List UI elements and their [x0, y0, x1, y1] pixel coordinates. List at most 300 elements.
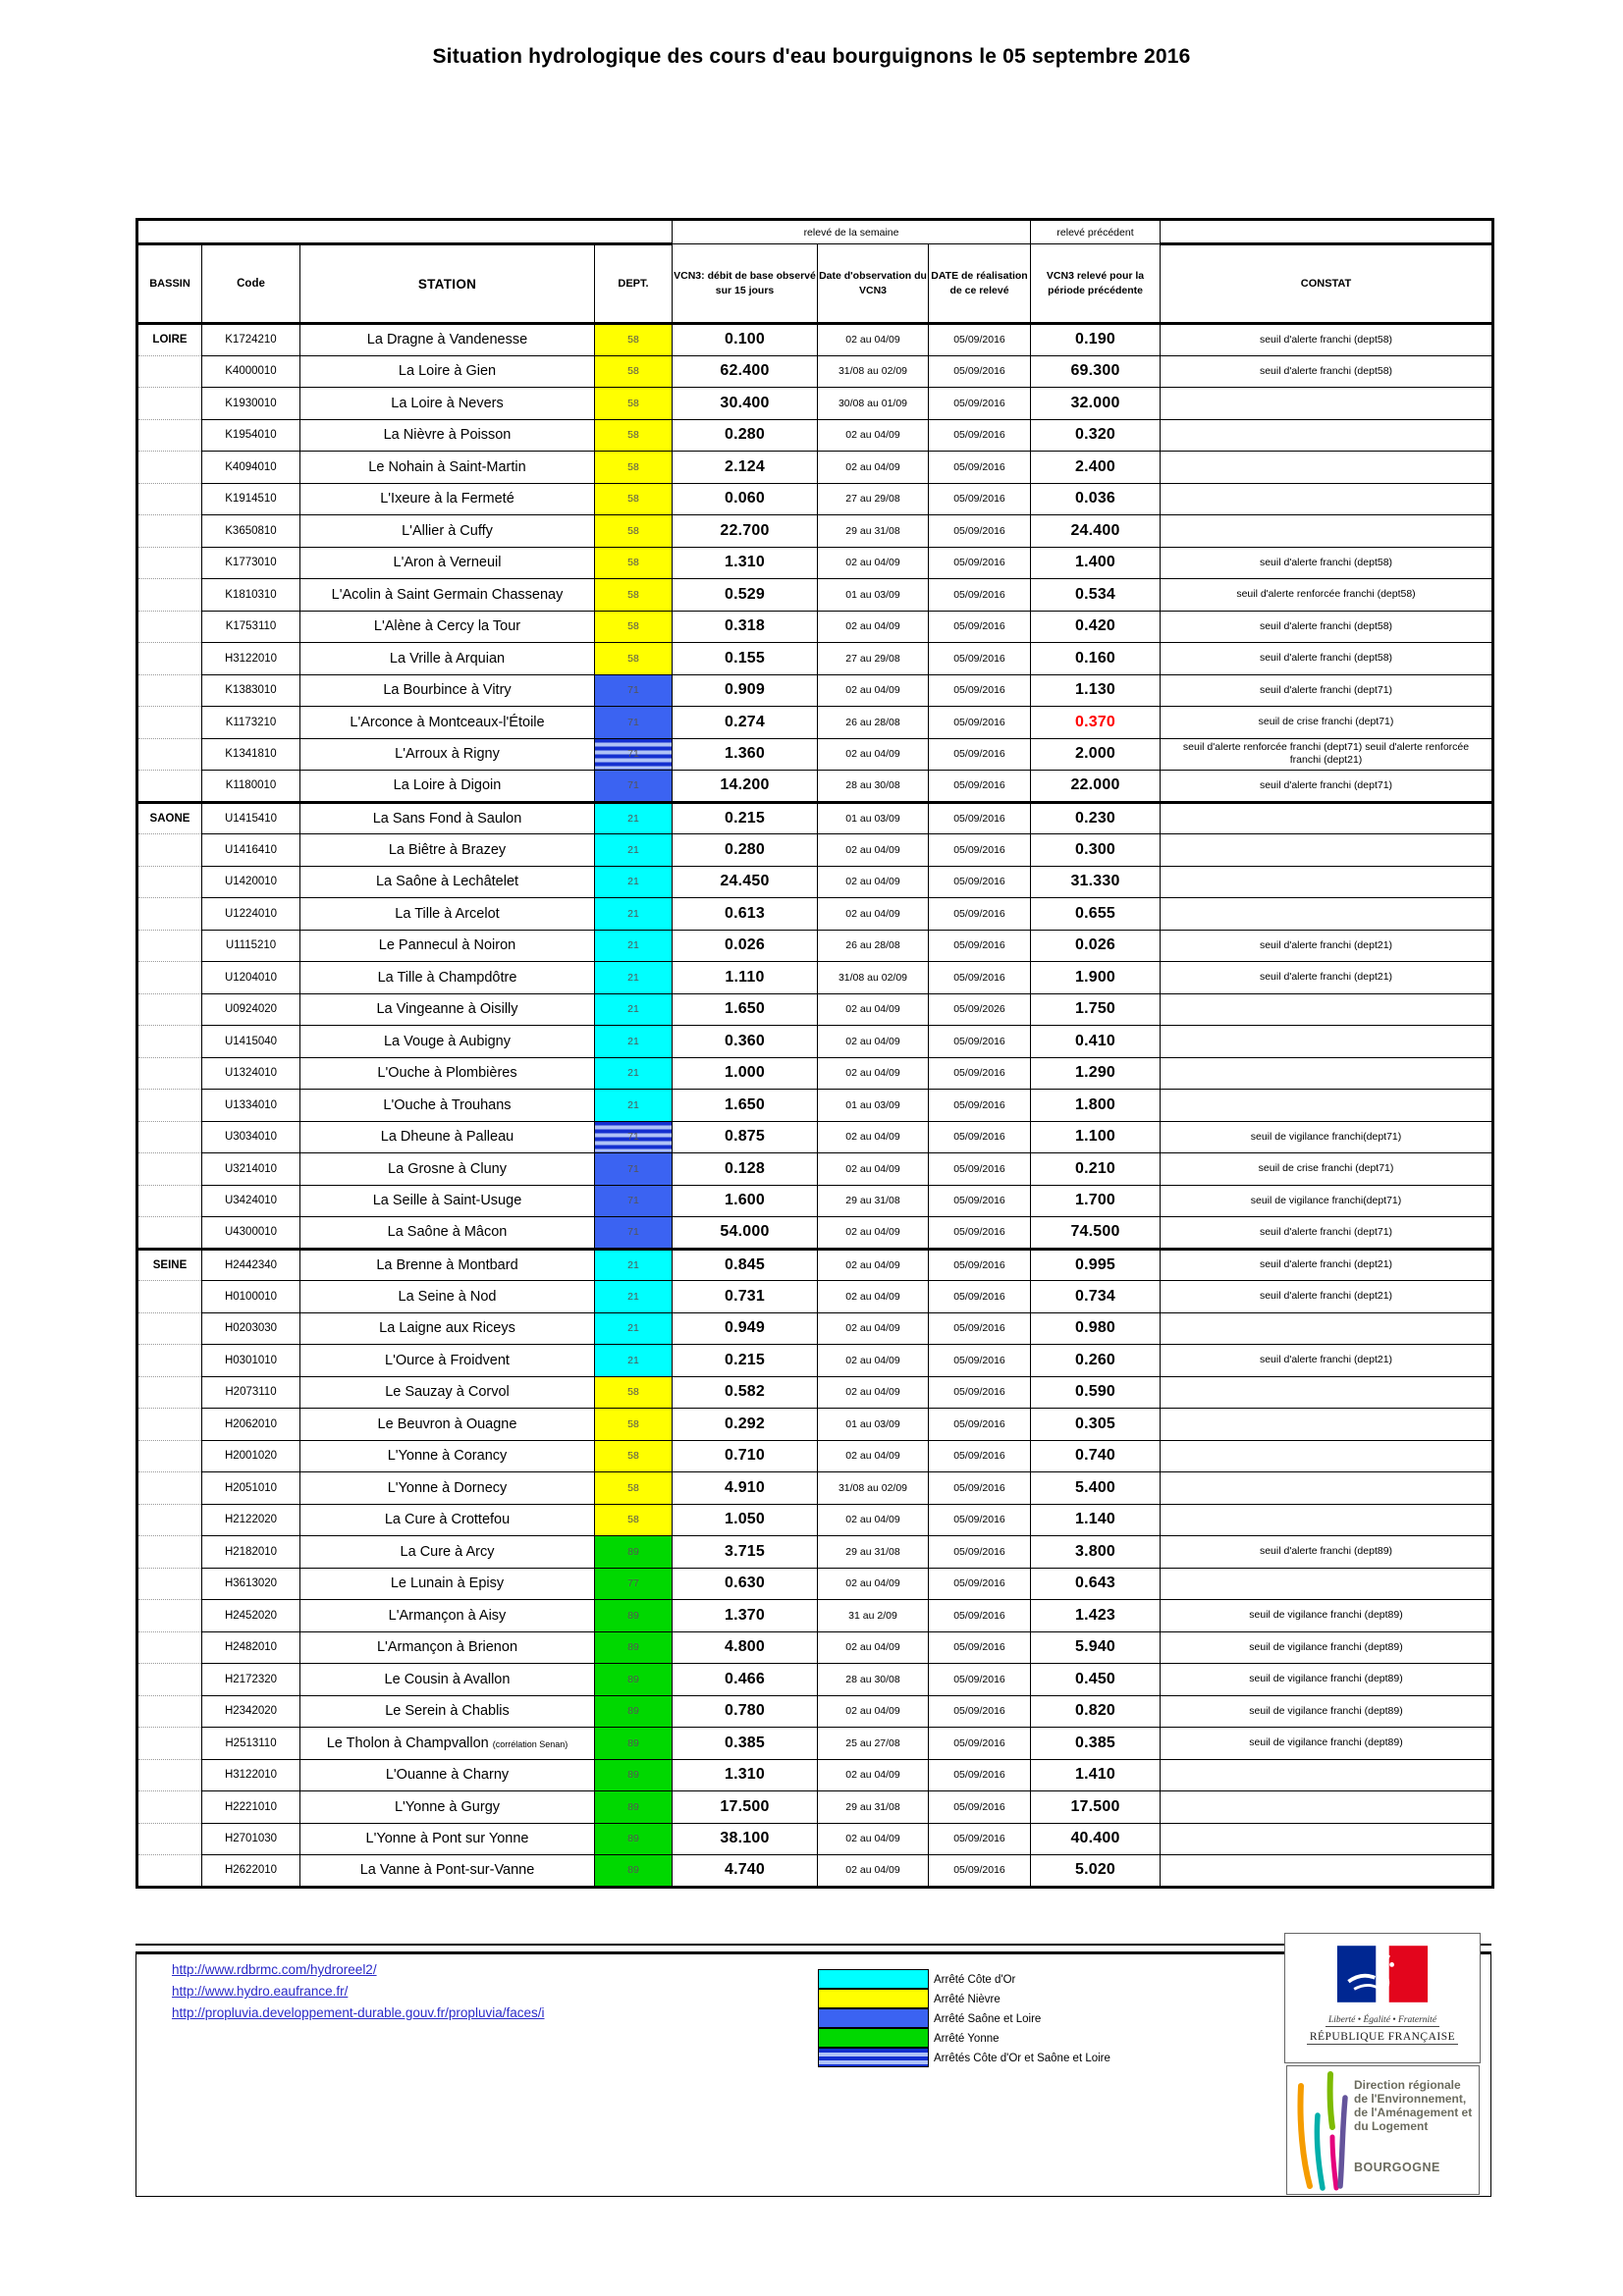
constat-cell: seuil de vigilance franchi (dept89) — [1161, 1728, 1493, 1760]
table-header — [137, 220, 1493, 324]
vcn3-value-cell: 1.310 — [673, 1759, 818, 1791]
station-name-cell: La Cure à Crottefou — [300, 1504, 595, 1536]
station-name-cell: L'Ource à Froidvent — [300, 1345, 595, 1377]
dept-cell: 21 — [595, 1026, 673, 1058]
observation-date-cell: 29 au 31/08 — [818, 515, 929, 548]
observation-date-cell: 02 au 04/09 — [818, 1153, 929, 1186]
basin-cell — [137, 1345, 202, 1377]
observation-date-cell: 02 au 04/09 — [818, 1376, 929, 1409]
constat-cell: seuil de vigilance franchi(dept71) — [1161, 1121, 1493, 1153]
previous-vcn3-cell: 0.995 — [1031, 1249, 1161, 1281]
station-name-cell: La Brenne à Montbard — [300, 1249, 595, 1281]
vcn3-value-cell: 1.050 — [673, 1504, 818, 1536]
realisation-date-cell: 05/09/2016 — [929, 1153, 1031, 1186]
station-name-cell: L'Ixeure à la Fermeté — [300, 483, 595, 515]
dept-cell: 58 — [595, 388, 673, 420]
legend-swatch — [818, 1989, 929, 2008]
arrete-color-legend — [818, 1970, 1110, 2068]
previous-vcn3-cell: 0.820 — [1031, 1695, 1161, 1728]
vcn3-value-cell: 62.400 — [673, 355, 818, 388]
basin-cell — [137, 834, 202, 867]
dreal-strokes-icon — [1293, 2070, 1352, 2192]
basin-cell — [137, 962, 202, 994]
observation-date-cell: 29 au 31/08 — [818, 1536, 929, 1569]
realisation-date-cell: 05/09/2016 — [929, 324, 1031, 356]
station-name-cell: Le Sauzay à Corvol — [300, 1376, 595, 1409]
basin-cell — [137, 898, 202, 931]
previous-vcn3-cell: 1.130 — [1031, 674, 1161, 707]
previous-vcn3-cell: 1.290 — [1031, 1057, 1161, 1090]
constat-cell — [1161, 1057, 1493, 1090]
basin-cell: LOIRE — [137, 324, 202, 356]
station-name-cell: La Dragne à Vandenesse — [300, 324, 595, 356]
dept-cell: 89 — [595, 1759, 673, 1791]
realisation-date-cell: 05/09/2016 — [929, 738, 1031, 771]
vcn3-value-cell: 1.370 — [673, 1600, 818, 1632]
dept-cell: 21 — [595, 962, 673, 994]
previous-vcn3-cell: 22.000 — [1031, 771, 1161, 803]
vcn3-value-cell: 1.000 — [673, 1057, 818, 1090]
constat-cell: seuil d'alerte franchi (dept58) — [1161, 324, 1493, 356]
vcn3-value-cell: 2.124 — [673, 452, 818, 484]
station-name-cell: La Cure à Arcy — [300, 1536, 595, 1569]
station-code-cell: K1930010 — [202, 388, 300, 420]
basin-cell — [137, 866, 202, 898]
dept-cell: 21 — [595, 898, 673, 931]
station-name-cell: Le Tholon à Champvallon (corrélation Senan) — [300, 1728, 595, 1760]
previous-vcn3-cell: 1.100 — [1031, 1121, 1161, 1153]
table-row — [137, 930, 1493, 962]
table-row — [137, 1217, 1493, 1250]
observation-date-cell: 29 au 31/08 — [818, 1185, 929, 1217]
table-row — [137, 483, 1493, 515]
table-row — [137, 1153, 1493, 1186]
constat-cell — [1161, 1026, 1493, 1058]
realisation-date-cell: 05/09/2016 — [929, 1345, 1031, 1377]
basin-cell — [137, 643, 202, 675]
vcn3-value-cell: 0.630 — [673, 1568, 818, 1600]
footer-link[interactable]: http://www.rdbrmc.com/hydroreel2/ — [172, 1962, 377, 1977]
previous-vcn3-cell: 0.320 — [1031, 419, 1161, 452]
realisation-date-cell: 05/09/2016 — [929, 1249, 1031, 1281]
previous-vcn3-cell: 0.420 — [1031, 611, 1161, 643]
station-name-cell: La Vanne à Pont-sur-Vanne — [300, 1855, 595, 1888]
previous-vcn3-cell: 5.020 — [1031, 1855, 1161, 1888]
constat-cell — [1161, 1759, 1493, 1791]
station-name-cell: Le Cousin à Avallon — [300, 1664, 595, 1696]
realisation-date-cell: 05/09/2016 — [929, 452, 1031, 484]
constat-cell: seuil d'alerte franchi (dept21) — [1161, 1281, 1493, 1313]
table-row — [137, 579, 1493, 612]
station-name-cell: La Laigne aux Riceys — [300, 1312, 595, 1345]
footer-links — [172, 1962, 544, 2027]
constat-cell: seuil d'alerte franchi (dept71) — [1161, 1217, 1493, 1250]
table-row — [137, 834, 1493, 867]
basin-cell — [137, 1791, 202, 1824]
releve-precedent-header: relevé précédent — [1031, 220, 1161, 244]
observation-date-cell: 01 au 03/09 — [818, 1090, 929, 1122]
station-name-cell: La Sans Fond à Saulon — [300, 802, 595, 834]
dreal-name: Direction régionale de l'Environnement, de l'Aménagement et du Logement — [1354, 2078, 1473, 2134]
vcn3-value-cell: 0.026 — [673, 930, 818, 962]
realisation-date-cell: 05/09/2016 — [929, 834, 1031, 867]
dept-cell: 21 — [595, 930, 673, 962]
table-row — [137, 643, 1493, 675]
table-row — [137, 1090, 1493, 1122]
realisation-date-cell: 05/09/2016 — [929, 1121, 1031, 1153]
vcn3-value-cell: 0.582 — [673, 1376, 818, 1409]
table-row — [137, 1695, 1493, 1728]
observation-date-cell: 02 au 04/09 — [818, 1057, 929, 1090]
vcn3-value-cell: 4.800 — [673, 1631, 818, 1664]
constat-cell: seuil d'alerte franchi (dept58) — [1161, 547, 1493, 579]
station-code-cell: U1224010 — [202, 898, 300, 931]
station-name-cell: L'Arroux à Rigny — [300, 738, 595, 771]
realisation-date-cell: 05/09/2016 — [929, 1695, 1031, 1728]
station-code-cell: H2182010 — [202, 1536, 300, 1569]
station-name-cell: L'Armançon à Brienon — [300, 1631, 595, 1664]
station-code-cell: K1753110 — [202, 611, 300, 643]
constat-cell — [1161, 1376, 1493, 1409]
basin-cell — [137, 1759, 202, 1791]
vcn3-value-cell: 0.128 — [673, 1153, 818, 1186]
observation-date-cell: 02 au 04/09 — [818, 834, 929, 867]
realisation-date-cell: 05/09/2016 — [929, 547, 1031, 579]
table-row — [137, 515, 1493, 548]
constat-cell: seuil de vigilance franchi (dept89) — [1161, 1631, 1493, 1664]
basin-cell — [137, 1217, 202, 1250]
station-code-cell: U3424010 — [202, 1185, 300, 1217]
table-row — [137, 1472, 1493, 1505]
basin-cell — [137, 1409, 202, 1441]
station-name-cell: La Saône à Mâcon — [300, 1217, 595, 1250]
station-code-cell: K1810310 — [202, 579, 300, 612]
table-row — [137, 1631, 1493, 1664]
previous-vcn3-cell: 0.740 — [1031, 1440, 1161, 1472]
observation-date-cell: 02 au 04/09 — [818, 1631, 929, 1664]
previous-vcn3-cell: 0.026 — [1031, 930, 1161, 962]
table-row — [137, 993, 1493, 1026]
realisation-date-cell: 05/09/2016 — [929, 1090, 1031, 1122]
station-name-cell: La Saône à Lechâtelet — [300, 866, 595, 898]
realisation-date-cell: 05/09/2016 — [929, 1057, 1031, 1090]
realisation-date-cell: 05/09/2016 — [929, 1472, 1031, 1505]
previous-vcn3-cell: 1.410 — [1031, 1759, 1161, 1791]
previous-vcn3-cell: 1.423 — [1031, 1600, 1161, 1632]
dept-cell: 89 — [595, 1600, 673, 1632]
station-code-cell: K4094010 — [202, 452, 300, 484]
dept-cell: 58 — [595, 1440, 673, 1472]
dept-cell: 89 — [595, 1791, 673, 1824]
observation-date-cell: 02 au 04/09 — [818, 1504, 929, 1536]
station-code-cell: K4000010 — [202, 355, 300, 388]
basin-cell — [137, 547, 202, 579]
station-code-cell: K1914510 — [202, 483, 300, 515]
previous-vcn3-cell: 0.210 — [1031, 1153, 1161, 1186]
col-header-vcn3-precedent: VCN3 relevé pour la période précédente — [1031, 244, 1161, 324]
previous-vcn3-cell: 2.400 — [1031, 452, 1161, 484]
basin-cell — [137, 1090, 202, 1122]
constat-cell: seuil d'alerte franchi (dept58) — [1161, 355, 1493, 388]
station-code-cell: U1324010 — [202, 1057, 300, 1090]
basin-cell — [137, 483, 202, 515]
table-row — [137, 355, 1493, 388]
station-code-cell: H2122020 — [202, 1504, 300, 1536]
station-name-cell: Le Serein à Chablis — [300, 1695, 595, 1728]
realisation-date-cell: 05/09/2016 — [929, 611, 1031, 643]
basin-cell — [137, 355, 202, 388]
realisation-date-cell: 05/09/2016 — [929, 1376, 1031, 1409]
dept-cell: 89 — [595, 1855, 673, 1888]
previous-vcn3-cell: 0.450 — [1031, 1664, 1161, 1696]
constat-cell — [1161, 515, 1493, 548]
page-title: Situation hydrologique des cours d'eau bourguignons le 05 septembre 2016 — [432, 45, 1191, 68]
constat-cell: seuil d'alerte franchi (dept58) — [1161, 611, 1493, 643]
station-code-cell: H2001020 — [202, 1440, 300, 1472]
observation-date-cell: 29 au 31/08 — [818, 1791, 929, 1824]
previous-vcn3-cell: 24.400 — [1031, 515, 1161, 548]
vcn3-value-cell: 17.500 — [673, 1791, 818, 1824]
previous-vcn3-cell: 1.140 — [1031, 1504, 1161, 1536]
realisation-date-cell: 05/09/2016 — [929, 1631, 1031, 1664]
station-name-cell: La Tille à Arcelot — [300, 898, 595, 931]
station-code-cell: H3613020 — [202, 1568, 300, 1600]
marianne-flag-icon — [1335, 1944, 1430, 2004]
dept-cell: 21 — [595, 1345, 673, 1377]
legend-label: Arrêté Yonne — [934, 2033, 1000, 2045]
basin-cell — [137, 579, 202, 612]
observation-date-cell: 27 au 29/08 — [818, 643, 929, 675]
vcn3-value-cell: 54.000 — [673, 1217, 818, 1250]
dept-cell: 21 — [595, 1312, 673, 1345]
station-name-cell: La Loire à Digoin — [300, 771, 595, 803]
station-name-cell: La Grosne à Cluny — [300, 1153, 595, 1186]
dept-cell: 21 — [595, 993, 673, 1026]
station-code-cell: H2452020 — [202, 1600, 300, 1632]
table-row — [137, 1185, 1493, 1217]
column-header-row — [137, 244, 1493, 324]
station-code-cell: K1173210 — [202, 707, 300, 739]
constat-cell — [1161, 483, 1493, 515]
table-row — [137, 1504, 1493, 1536]
dept-cell: 71 — [595, 1217, 673, 1250]
station-code-cell: H2513110 — [202, 1728, 300, 1760]
dept-cell: 58 — [595, 324, 673, 356]
station-code-cell: H3122010 — [202, 643, 300, 675]
observation-date-cell: 02 au 04/09 — [818, 1823, 929, 1855]
station-code-cell: K1383010 — [202, 674, 300, 707]
realisation-date-cell: 05/09/2016 — [929, 1791, 1031, 1824]
station-name-cell: L'Ouche à Trouhans — [300, 1090, 595, 1122]
realisation-date-cell: 05/09/2026 — [929, 993, 1031, 1026]
vcn3-value-cell: 1.650 — [673, 1090, 818, 1122]
footer-link[interactable]: http://propluvia.developpement-durable.gouv.fr/propluvia/faces/i — [172, 2005, 545, 2020]
legend-item — [818, 1970, 1110, 1990]
station-code-cell: H0100010 — [202, 1281, 300, 1313]
table-row — [137, 1440, 1493, 1472]
previous-vcn3-cell: 5.400 — [1031, 1472, 1161, 1505]
table-row — [137, 1057, 1493, 1090]
station-name-cell: La Biêtre à Brazey — [300, 834, 595, 867]
rf-name: RÉPUBLIQUE FRANÇAISE — [1307, 2031, 1458, 2045]
vcn3-value-cell: 38.100 — [673, 1823, 818, 1855]
basin-cell — [137, 1695, 202, 1728]
previous-vcn3-cell: 17.500 — [1031, 1791, 1161, 1824]
basin-cell — [137, 1600, 202, 1632]
vcn3-value-cell: 0.215 — [673, 1345, 818, 1377]
previous-vcn3-cell: 0.643 — [1031, 1568, 1161, 1600]
observation-date-cell: 25 au 27/08 — [818, 1728, 929, 1760]
constat-cell — [1161, 802, 1493, 834]
constat-cell — [1161, 419, 1493, 452]
legend-swatch — [818, 2048, 929, 2067]
previous-vcn3-cell: 0.980 — [1031, 1312, 1161, 1345]
table-row — [137, 388, 1493, 420]
basin-cell — [137, 674, 202, 707]
dept-cell: 58 — [595, 1472, 673, 1505]
republique-francaise-logo — [1284, 1933, 1481, 2063]
vcn3-value-cell: 1.650 — [673, 993, 818, 1026]
footer-link[interactable]: http://www.hydro.eaufrance.fr/ — [172, 1984, 349, 1999]
station-note: (corrélation Senan) — [492, 1738, 568, 1749]
observation-date-cell: 02 au 04/09 — [818, 674, 929, 707]
table-row — [137, 1664, 1493, 1696]
basin-cell — [137, 1472, 202, 1505]
vcn3-value-cell: 1.360 — [673, 738, 818, 771]
constat-cell — [1161, 1568, 1493, 1600]
header-strip-row — [137, 220, 1493, 244]
observation-date-cell: 02 au 04/09 — [818, 1759, 929, 1791]
station-code-cell: U0924020 — [202, 993, 300, 1026]
constat-cell: seuil d'alerte renforcée franchi (dept58) — [1161, 579, 1493, 612]
station-name-cell: La Vingeanne à Oisilly — [300, 993, 595, 1026]
observation-date-cell: 02 au 04/09 — [818, 452, 929, 484]
table-row — [137, 802, 1493, 834]
realisation-date-cell: 05/09/2016 — [929, 1409, 1031, 1441]
table-row — [137, 452, 1493, 484]
vcn3-value-cell: 30.400 — [673, 388, 818, 420]
constat-cell — [1161, 1823, 1493, 1855]
vcn3-value-cell: 0.060 — [673, 483, 818, 515]
vcn3-value-cell: 1.600 — [673, 1185, 818, 1217]
vcn3-value-cell: 4.910 — [673, 1472, 818, 1505]
vcn3-value-cell: 0.155 — [673, 643, 818, 675]
basin-cell — [137, 1440, 202, 1472]
station-code-cell: U4300010 — [202, 1217, 300, 1250]
dept-cell: 21 — [595, 866, 673, 898]
dept-cell: 58 — [595, 643, 673, 675]
station-code-cell: K1180010 — [202, 771, 300, 803]
station-code-cell: K1724210 — [202, 324, 300, 356]
table-row — [137, 547, 1493, 579]
observation-date-cell: 31/08 au 02/09 — [818, 1472, 929, 1505]
vcn3-value-cell: 0.215 — [673, 802, 818, 834]
station-name-cell: La Seille à Saint-Usuge — [300, 1185, 595, 1217]
vcn3-value-cell: 0.949 — [673, 1312, 818, 1345]
observation-date-cell: 02 au 04/09 — [818, 1345, 929, 1377]
realisation-date-cell: 05/09/2016 — [929, 643, 1031, 675]
dept-cell: 89 — [595, 1631, 673, 1664]
dept-cell: 58 — [595, 452, 673, 484]
table-row — [137, 1791, 1493, 1824]
station-code-cell: H3122010 — [202, 1759, 300, 1791]
constat-cell: seuil d'alerte franchi (dept71) — [1161, 771, 1493, 803]
realisation-date-cell: 05/09/2016 — [929, 707, 1031, 739]
dept-cell: 71 — [595, 674, 673, 707]
previous-vcn3-cell: 1.700 — [1031, 1185, 1161, 1217]
table-row — [137, 707, 1493, 739]
previous-vcn3-cell: 0.370 — [1031, 707, 1161, 739]
basin-cell — [137, 1823, 202, 1855]
station-code-cell: U1415040 — [202, 1026, 300, 1058]
previous-vcn3-cell: 69.300 — [1031, 355, 1161, 388]
previous-vcn3-cell: 0.300 — [1031, 834, 1161, 867]
observation-date-cell: 02 au 04/09 — [818, 1312, 929, 1345]
dept-cell: 89 — [595, 1664, 673, 1696]
previous-vcn3-cell: 0.160 — [1031, 643, 1161, 675]
constat-cell — [1161, 866, 1493, 898]
basin-cell — [137, 993, 202, 1026]
dept-cell: 71 — [595, 707, 673, 739]
dept-cell: 89 — [595, 1823, 673, 1855]
station-code-cell: H2221010 — [202, 1791, 300, 1824]
basin-cell — [137, 419, 202, 452]
dept-cell: 58 — [595, 1409, 673, 1441]
station-name-cell: L'Yonne à Gurgy — [300, 1791, 595, 1824]
table-row — [137, 1312, 1493, 1345]
observation-date-cell: 28 au 30/08 — [818, 771, 929, 803]
previous-vcn3-cell: 0.655 — [1031, 898, 1161, 931]
station-name-cell: La Vouge à Aubigny — [300, 1026, 595, 1058]
basin-cell — [137, 1376, 202, 1409]
station-code-cell: K1773010 — [202, 547, 300, 579]
vcn3-value-cell: 0.909 — [673, 674, 818, 707]
constat-cell — [1161, 1504, 1493, 1536]
station-name-cell: L'Acolin à Saint Germain Chassenay — [300, 579, 595, 612]
constat-cell — [1161, 452, 1493, 484]
observation-date-cell: 02 au 04/09 — [818, 1281, 929, 1313]
observation-date-cell: 31/08 au 02/09 — [818, 355, 929, 388]
basin-cell — [137, 1631, 202, 1664]
realisation-date-cell: 05/09/2016 — [929, 1728, 1031, 1760]
basin-cell — [137, 1855, 202, 1888]
basin-cell — [137, 738, 202, 771]
constat-cell — [1161, 1409, 1493, 1441]
table-row — [137, 1026, 1493, 1058]
observation-date-cell: 02 au 04/09 — [818, 738, 929, 771]
constat-cell: seuil d'alerte franchi (dept21) — [1161, 1249, 1493, 1281]
basin-cell — [137, 1185, 202, 1217]
constat-cell: seuil d'alerte franchi (dept71) — [1161, 674, 1493, 707]
previous-vcn3-cell: 0.036 — [1031, 483, 1161, 515]
station-code-cell: H0203030 — [202, 1312, 300, 1345]
station-code-cell: H0301010 — [202, 1345, 300, 1377]
legend-label: Arrêté Côte d'Or — [934, 1974, 1016, 1986]
dept-cell: 71 — [595, 1153, 673, 1186]
dept-cell: 71 — [595, 771, 673, 803]
vcn3-value-cell: 1.310 — [673, 547, 818, 579]
basin-cell — [137, 1026, 202, 1058]
legend-swatch — [818, 1969, 929, 1989]
legend-item — [818, 2049, 1110, 2068]
dept-cell: 58 — [595, 1504, 673, 1536]
vcn3-value-cell: 0.274 — [673, 707, 818, 739]
col-header-bassin: BASSIN — [137, 244, 202, 324]
col-header-code: Code — [202, 244, 300, 324]
station-name-cell: L'Armançon à Aisy — [300, 1600, 595, 1632]
station-code-cell: H2622010 — [202, 1855, 300, 1888]
station-code-cell: U1204010 — [202, 962, 300, 994]
